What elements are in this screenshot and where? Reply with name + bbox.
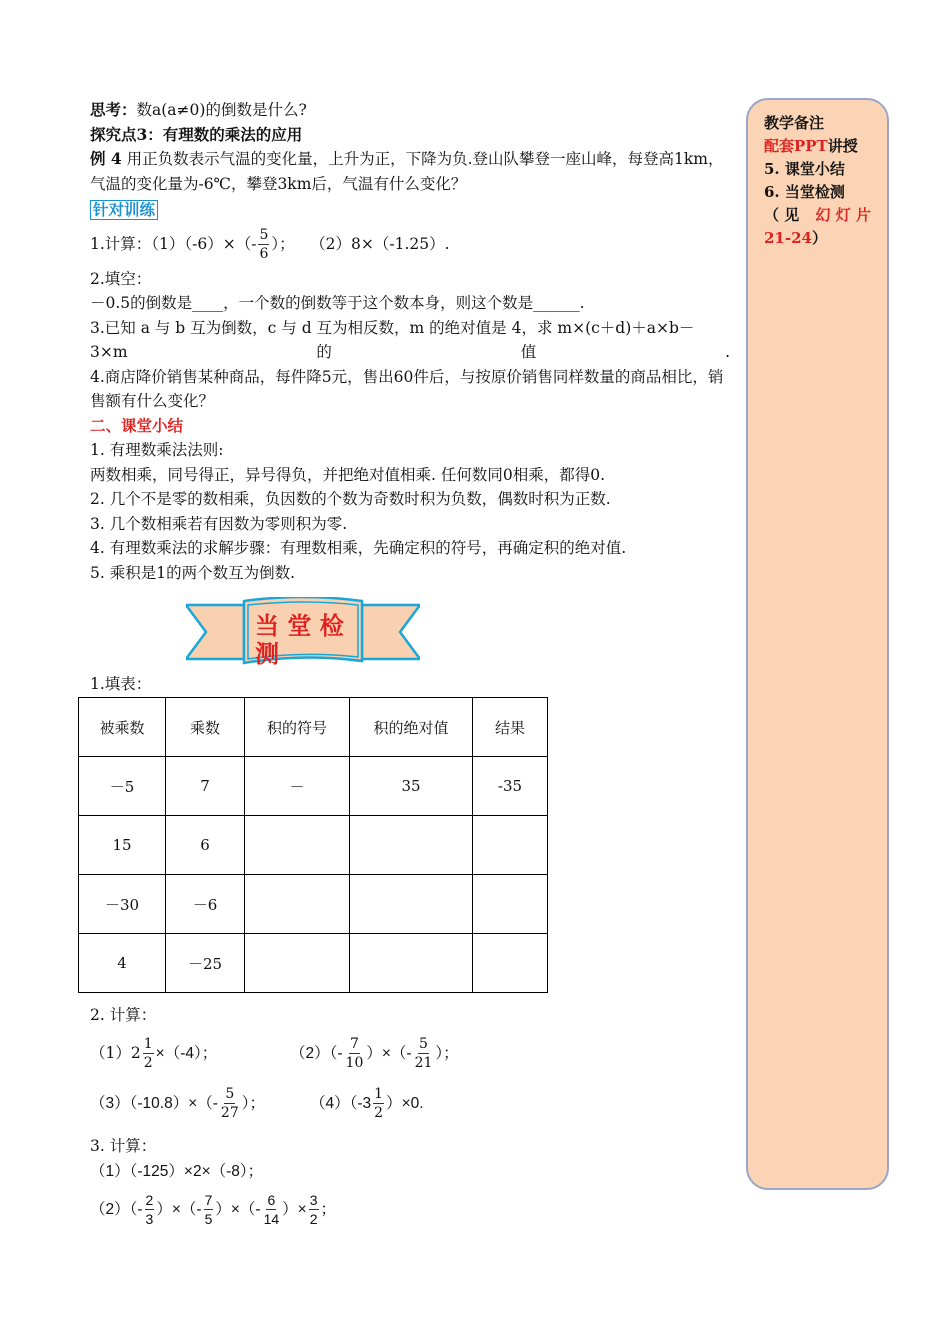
summary-item: 1. 有理数乘法法则:	[90, 441, 224, 459]
table-cell: 6	[166, 816, 245, 875]
teaching-notes-sidebar: 教学备注 配套PPT讲授 5. 课堂小结 6. 当堂检测 （ 见 幻 灯 片 21-24）	[746, 98, 889, 1190]
sidebar-title: 教学备注	[764, 114, 825, 132]
banner-text-1: 当 堂 检	[255, 612, 344, 640]
table-intro: 1.填表：	[90, 675, 152, 693]
table-cell: －30	[79, 875, 166, 934]
summary-item: 5. 乘积是1的两个数互为倒数.	[90, 563, 296, 582]
table-row	[79, 934, 548, 993]
table-row	[79, 757, 548, 816]
banner-ribbon	[186, 597, 420, 667]
summary-list	[90, 438, 730, 585]
training-tag[interactable]: 针对训练	[90, 200, 158, 220]
main-content	[90, 98, 730, 585]
banner-text-2: 测	[255, 640, 279, 667]
calc-section	[90, 1003, 730, 1234]
table-header-row	[79, 698, 548, 757]
table-header: 积的绝对值	[350, 698, 473, 757]
table-cell[interactable]	[473, 875, 548, 934]
question-2-title: 2.填空：	[90, 269, 152, 288]
summary-item: 3. 几个数相乘若有因数为零则积为零.	[90, 514, 348, 533]
table-cell[interactable]	[473, 934, 548, 993]
table-cell: -35	[473, 757, 548, 816]
table-header: 积的符号	[245, 698, 350, 757]
calc2-title: 2. 计算：	[90, 1006, 157, 1024]
table-header: 被乘数	[79, 698, 166, 757]
table-cell[interactable]	[473, 816, 548, 875]
example-4	[90, 147, 730, 196]
calc3-item-2: （2）（- $\frac{2}{3}$ ）×（- $\frac{7}{5}$ ）×（- $\frac{6}{14}$ ）× $\frac{3}{2}$ ；	[90, 1191, 337, 1227]
calc2-row-1: （1）2 $\frac{1}{2}$ ×（-4）； （2）（- $\frac{7}{10}$ ）×（- $\frac{5}{21}$ ）；	[90, 1035, 459, 1071]
table-cell[interactable]	[350, 875, 473, 934]
table-cell[interactable]	[245, 875, 350, 934]
table-cell[interactable]	[350, 934, 473, 993]
question-3-line1: 3.已知 a 与 b 互为倒数，c 与 d 互为相反数，m 的绝对值是 4，求 m×(c＋d)＋a×b－	[90, 318, 695, 337]
table-cell: －6	[166, 875, 245, 934]
table-cell[interactable]	[350, 816, 473, 875]
table-cell: 7	[166, 757, 245, 816]
sidebar-line: 5. 课堂小结	[764, 160, 845, 178]
table-cell: 35	[350, 757, 473, 816]
question-3-line2: 3×m 的 值 .	[90, 343, 730, 361]
table-cell: 4	[79, 934, 166, 993]
calc2-row-2: （3）（-10.8）×（- $\frac{5}{27}$ ）； （4）（-3 $\frac{1}{2}$ ）×0.	[90, 1085, 424, 1121]
summary-item: 2. 几个不是零的数相乘，负因数的个数为奇数时积为负数，偶数时积为正数.	[90, 490, 611, 508]
think-text: 数a(a≠0)的倒数是什么?	[136, 101, 307, 119]
table-cell[interactable]	[245, 934, 350, 993]
question-1: 1.计算：（1）（-6）×（- $\frac{5}{6}$ ）； （2）8×（-1.25）.	[90, 227, 450, 262]
fraction: $\frac{5}{6}$	[259, 227, 269, 262]
summary-item: 两数相乘，同号得正，异号得负，并把绝对值相乘. 任何数同0相乘，都得0.	[90, 465, 606, 484]
table-header: 结果	[473, 698, 548, 757]
summary-title: 二、课堂小结	[90, 415, 184, 435]
example-text: 用正负数表示气温的变化量，上升为正，下降为负.登山队攀登一座山峰，每登高1km，气温的变化量为-6℃，攀登3km后，气温有什么变化？	[90, 150, 724, 193]
table-cell: －	[245, 757, 350, 816]
question-2-text: －0.5的倒数是____，一个数的倒数等于这个数本身，则这个数是______.	[90, 294, 585, 312]
think-label: 思考：	[90, 100, 137, 119]
calc3-item-1: （1）（-125）×2×（-8）；	[90, 1163, 264, 1180]
table-cell[interactable]	[245, 816, 350, 875]
table-cell: －5	[79, 757, 166, 816]
explore-heading: 探究点3：有理数的乘法的应用	[90, 124, 303, 144]
fill-table	[78, 697, 548, 993]
table-cell: 15	[79, 816, 166, 875]
summary-item: 4. 有理数乘法的求解步骤：有理数相乘，先确定积的符号，再确定积的绝对值.	[90, 539, 627, 557]
table-row	[79, 816, 548, 875]
table-header: 乘数	[166, 698, 245, 757]
table-cell: －25	[166, 934, 245, 993]
calc3-title: 3. 计算：	[90, 1137, 157, 1155]
question-4: 4.商店降价销售某种商品，每件降5元，售出60件后，与按原价销售同样数量的商品相比，销售额有什么变化？	[90, 367, 724, 410]
sidebar-line: 6. 当堂检测	[764, 183, 845, 201]
think-line	[90, 98, 730, 123]
example-label: 例 4	[90, 149, 122, 168]
table-row	[79, 875, 548, 934]
